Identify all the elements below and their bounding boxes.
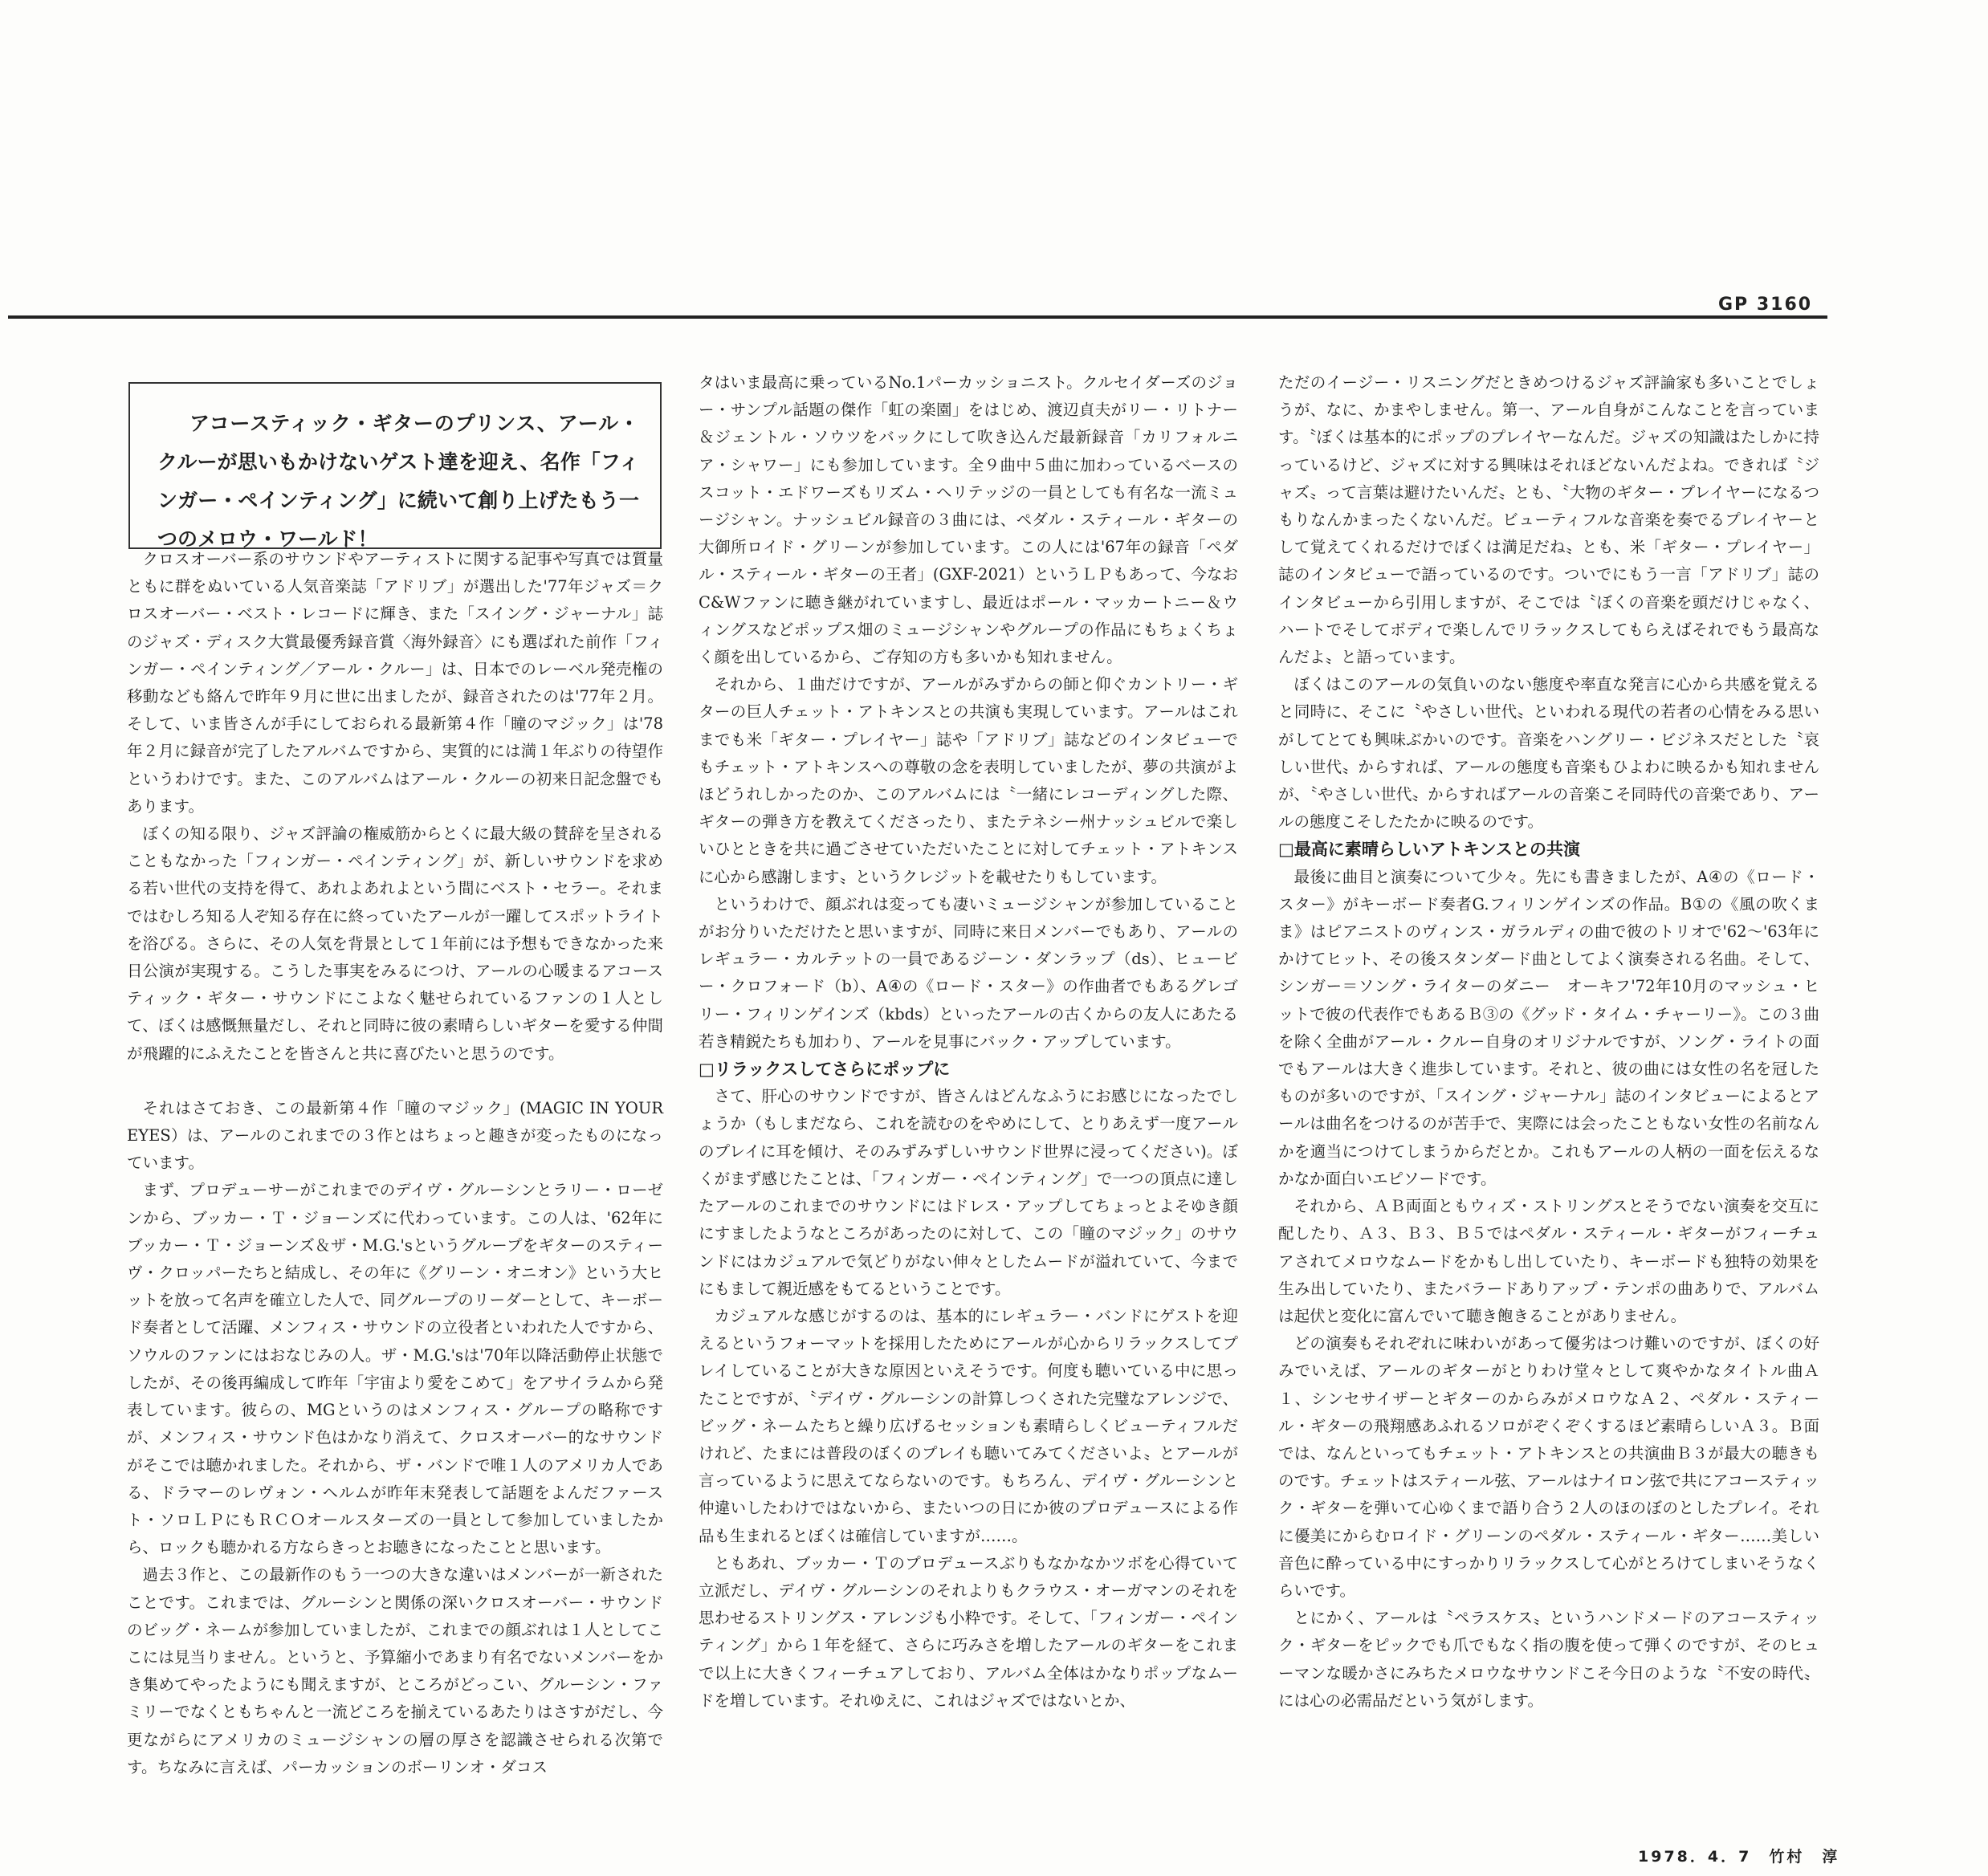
paragraph: どの演奏もそれぞれに味わいがあって優劣はつけ難いのですが、ぼくの好みでいえば、アールのギターがとりわけ堂々として爽やかなタイトル曲Ａ１、シンセサイザーとギターのからみがメロウなＡ２、ペダル・スティール・ギターの飛翔感あふれるソロがぞくぞくするほど素晴らしいＡ３。Ｂ面では、なんといってもチェット・アトキンスとの共演曲Ｂ３が最大の聴きものです。チェットはスティール弦、アールはナイロン弦で共にアコースティック・ギターを弾いて心ゆくまで語り合う２人のほのぼのとしたプレイ。それに優美にからむロイド・グリーンのペダル・スティール・ギター……美しい音色に酔っている中にすっかりリラックスして心がとろけてしまいそうなくらいです。	[1278, 1334, 1819, 1600]
column-3	[1278, 369, 1819, 1715]
paragraph: タはいま最高に乗っているNo.1パーカッショニスト。クルセイダーズのジョー・サンプル話題の傑作「虹の楽園」をはじめ、渡辺貞夫がリー・リトナー＆ジェントル・ソウツをバックにして吹き込んだ最新録音「カリフォルニア・シャワー」にも参加しています。全９曲中５曲に加わっているベースのスコット・エドワーズもリズム・ヘリテッジの一員としても有名な一流ミュージシャン。ナッシュビル録音の３曲には、ペダル・スティール・ギターの大御所ロイド・グリーンが参加しています。この人には'67年の録音「ペダル・スティール・ギターの王者」(GXF-2021）というＬＰもあって、今なおC&Wファンに聴き継がれていますし、最近はポール・マッカートニー＆ウィングスなどポップス畑のミュージシャンやグループの作品にもちょくちょく顔を出しているから、ご存知の方も多いかも知れません。	[699, 373, 1238, 667]
column-1	[127, 546, 663, 1781]
paragraph: ただのイージー・リスニングだときめつけるジャズ評論家も多いことでしょうが、なに、かまやしません。第一、アール自身がこんなことを言っています。〝ぼくは基本的にポップのプレイヤーなんだ。ジャズの知識はたしかに持っているけど、ジャズに対する興味はそれほどないんだよね。できれば〝ジャズ〟って言葉は避けたいんだ〟とも、〝大物のギター・プレイヤーになるつもりなんかまったくないんだ。ビューティフルな音楽を奏でるプレイヤーとして覚えてくれるだけでぼくは満足だね〟とも、米「ギター・プレイヤー」誌のインタビューで語っているのです。ついでにもう一言「アドリブ」誌のインタビューから引用しますが、そこでは〝ぼくの音楽を頭だけじゃなく、ハートでそしてボディで楽しんでリラックスしてもらえばそれでもう最高なんだよ〟と語っています。	[1278, 373, 1819, 667]
lead-box	[128, 382, 662, 549]
paragraph: ぼくの知る限り、ジャズ評論の権威筋からとくに最大級の賛辞を呈されることもなかった「フィンガー・ペインティング」が、新しいサウンドを求める若い世代の支持を得て、あれよあれよという間にベスト・セラー。それまではむしろ知る人ぞ知る存在に終っていたアールが一躍してスポットライトを浴びる。さらに、その人気を背景として１年前には予想もできなかった来日公演が実現する。こうした事実をみるにつけ、アールの心暖まるアコースティック・ギター・サウンドにこよなく魅せられているファンの１人として、ぼくは感慨無量だし、それと同時に彼の素晴らしいギターを愛する仲間が飛躍的にふえたことを皆さんと共に喜びたいと思うのです。	[127, 824, 663, 1063]
paragraph: とにかく、アールは〝ペラスケス〟というハンドメードのアコースティック・ギターをピックでも爪でもなく指の腹を使って弾くのですが、そのヒューマンな暖かさにみちたメロウなサウンドこそ今日のような〝不安の時代〟には心の必需品だという気がします。	[1278, 1609, 1819, 1710]
paragraph: さて、肝心のサウンドですが、皆さんはどんなふうにお感じになったでしょうか（もしまだなら、これを読むのをやめにして、とりあえず一度アールのプレイに耳を傾け、そのみずみずしいサウンド世界に浸ってください)。ぼくがまず感じたことは、「フィンガー・ペインティング」で一つの頂点に達したアールのこれまでのサウンドにはドレス・アップしてちょっとよそゆき顔にすましたようなところがあったのに対して、この「瞳のマジック」のサウンドにはカジュアルで気どりがない伸々としたムードが溢れていて、今までにもまして親近感をもてるということです。	[699, 1087, 1238, 1298]
section-heading: □リラックスしてさらにポップに	[699, 1060, 951, 1080]
paragraph: 過去３作と、この最新作のもう一つの大きな違いはメンバーが一新されたことです。これまでは、グルーシンと関係の深いクロスオーバー・サウンドのビッグ・ネームが参加していましたが、これまでの顔ぶれは１人としてここには見当りません。というと、予算縮小であまり有名でないメンバーをかき集めてやったようにも聞えますが、ところがどっこい、グルーシン・ファミリーでなくともちゃんと一流どころを揃えているあたりはさすがだし、今更ながらにアメリカのミュージシャンの層の厚さを認識させられる次第です。ちなみに言えば、パーカッションのボーリンオ・ダコス	[127, 1565, 663, 1776]
lead-text: アコースティック・ギターのプリンス、アール・クルーが思いもかけないゲスト達を迎え、名作「フィンガー・ペインティング」に続いて創り上げたもう一つのメロウ・ワールド！	[157, 412, 639, 551]
catalog-number: GP 3160	[1718, 295, 1813, 315]
paragraph: ともあれ、ブッカー・Ｔのプロデュースぶりもなかなかツボを心得ていて立派だし、デイヴ・グルーシンのそれよりもクラウス・オーガマンのそれを思わせるストリングス・アレンジも小粋です。そして、「フィンガー・ペインティング」から１年を経て、さらに巧みさを増したアールのギターをこれまで以上に大きくフィーチュアしており、アルバム全体はかなりポップなムードを増しています。それゆえに、これはジャズではないとか、	[699, 1553, 1238, 1710]
paragraph: カジュアルな感じがするのは、基本的にレギュラー・バンドにゲストを迎えるというフォーマットを採用したためにアールが心からリラックスしてプレイしていることが大きな原因といえそうです。何度も聴いている中に思ったことですが、〝デイヴ・グルーシンの計算しつくされた完璧なアレンジで、ビッグ・ネームたちと繰り広げるセッションも素晴らしくビューティフルだけれど、たまには普段のぼくのプレイも聴いてみてくださいよ〟とアールが言っているように思えてならないのです。もちろん、デイヴ・グルーシンと仲違いしたわけではないから、またいつの日にか彼のプロデュースによる作品も生まれるとぼくは確信していますが……。	[699, 1306, 1238, 1545]
paragraph: まず、プロデューサーがこれまでのデイヴ・グルーシンとラリー・ローゼンから、ブッカー・Ｔ・ジョーンズに代わっています。この人は、'62年にブッカー・Ｔ・ジョーンズ＆ザ・M.G.'sというグループをギターのスティーヴ・クロッパーたちと結成し、その年に《グリーン・オニオン》という大ヒットを放って名声を確立した人で、同グループのリーダーとして、キーボード奏者として活躍、メンフィス・サウンドの立役者といわれた人ですから、ソウルのファンにはおなじみの人。ザ・M.G.'sは'70年以降活動停止状態でしたが、その後再編成して昨年「宇宙より愛をこめて」をアサイラムから発表しています。彼らの、MGというのはメンフィス・グループの略称ですが、メンフィス・サウンド色はかなり消えて、クロスオーバー的なサウンドがそこでは聴かれました。それから、ザ・バンドで唯１人のアメリカ人である、ドラマーのレヴォン・ヘルムが昨年末発表して話題をよんだファースト・ソロＬＰにもＲＣＯオールスターズの一員として参加していましたから、ロックも聴かれる方ならきっとお聴きになったことと思います。	[127, 1181, 663, 1557]
paragraph: それから、１曲だけですが、アールがみずからの師と仰ぐカントリー・ギターの巨人チェット・アトキンスとの共演も実現しています。アールはこれまでも米「ギター・プレイヤー」誌や「アドリブ」誌などのインタビューでもチェット・アトキンスへの尊敬の念を表明していましたが、夢の共演がよほどうれしかったのか、このアルバムには〝一緒にレコーディングした際、ギターの弾き方を教えてくださったり、またテネシー州ナッシュビルで楽しいひとときを共に過ごさせていただいたことに対してチェット・アトキンスに心から感謝します〟というクレジットを載せたりもしています。	[699, 675, 1238, 886]
section-heading: □最高に素晴らしいアトキンスとの共演	[1278, 840, 1580, 860]
paragraph: 最後に曲目と演奏について少々。先にも書きましたが、A④の《ロード・スター》がキーボード奏者G.フィリンゲインズの作品。B①の《風の吹くまま》はピアニストのヴィンス・ガラルディの曲で彼のトリオで'62〜'63年にかけてヒット、その後スタンダード曲としてよく演奏される名曲。そして、シンガー＝ソング・ライターのダニー オーキフ'72年10月のマッシュ・ヒットで彼の代表作でもあるＢ③の《グッド・タイム・チャーリー》。この３曲を除く全曲がアール・クルー自身のオリジナルですが、ソング・ライトの面でもアールは大きく進歩しています。それと、彼の曲には女性の名を冠したものが多いのですが、「スイング・ジャーナル」誌のインタビューによるとアールは曲名をつけるのが苦手で、実際には会ったこともない女性の名前なんかを適当につけてしまうからだとか。これもアールの人柄の一面を伝えるなかなか面白いエピソードです。	[1278, 867, 1819, 1188]
paragraph: ぼくはこのアールの気負いのない態度や率直な発言に心から共感を覚えると同時に、そこに〝やさしい世代〟といわれる現代の若者の心情をみる思いがしてとても興味ぶかいのです。音楽をハングリー・ビジネスだとした〝哀しい世代〟からすれば、アールの態度も音楽もひよわに映るかも知れませんが、〝やさしい世代〟からすればアールの音楽こそ同時代の音楽であり、アールの態度こそしたたかに映るのです。	[1278, 675, 1819, 832]
paragraph: クロスオーバー系のサウンドやアーティストに関する記事や写真では質量ともに群をぬいている人気音楽誌「アドリブ」が選出した'77年ジャズ＝クロスオーバー・ベスト・レコードに輝き、また「スイング・ジャーナル」誌のジャズ・ディスク大賞最優秀録音賞〈海外録音〉にも選ばれた前作「フィンガー・ペインティング／アール・クルー」は、日本でのレーベル発売権の移動なども絡んで昨年９月に世に出ましたが、録音されたのは'77年２月。そして、いま皆さんが手にしておられる最新第４作「瞳のマジック」は'78年２月に録音が完了したアルバムですから、実質的には満１年ぶりの待望作というわけです。また、このアルバムはアール・クルーの初来日記念盤でもあります。	[127, 550, 663, 816]
column-2	[699, 369, 1238, 1715]
paragraph: それから、ＡＢ両面ともウィズ・ストリングスとそうでない演奏を交互に配したり、Ａ３、Ｂ３、Ｂ５ではペダル・スティール・ギターがフィーチュアされてメロウなムードをかもし出していたり、キーボードも独特の効果を生み出していたり、またバラードありアップ・テンポの曲ありで、アルバムは起伏と変化に富んでいて聴き飽きることがありません。	[1278, 1197, 1819, 1325]
author-signature: 1978．4．7 竹村 淳	[1638, 1848, 1840, 1866]
top-rule	[8, 315, 1827, 319]
paragraph: というわけで、顔ぶれは変っても凄いミュージシャンが参加していることがお分りいただけたと思いますが、同時に来日メンバーでもあり、アールのレギュラー・カルテットの一員であるジーン・ダンラップ（ds）、ヒュービー・クロフォード（b）、A④の《ロード・スター》の作曲者でもあるグレゴリー・フィリンゲインズ（kbds）といったアールの古くからの友人にあたる若き精鋭たちも加わり、アールを見事にバック・アップしています。	[699, 894, 1238, 1051]
paragraph: それはさておき、この最新第４作「瞳のマジック」(MAGIC IN YOUR EYES）は、アールのこれまでの３作とはちょっと趣きが変ったものになっています。	[127, 1098, 663, 1173]
